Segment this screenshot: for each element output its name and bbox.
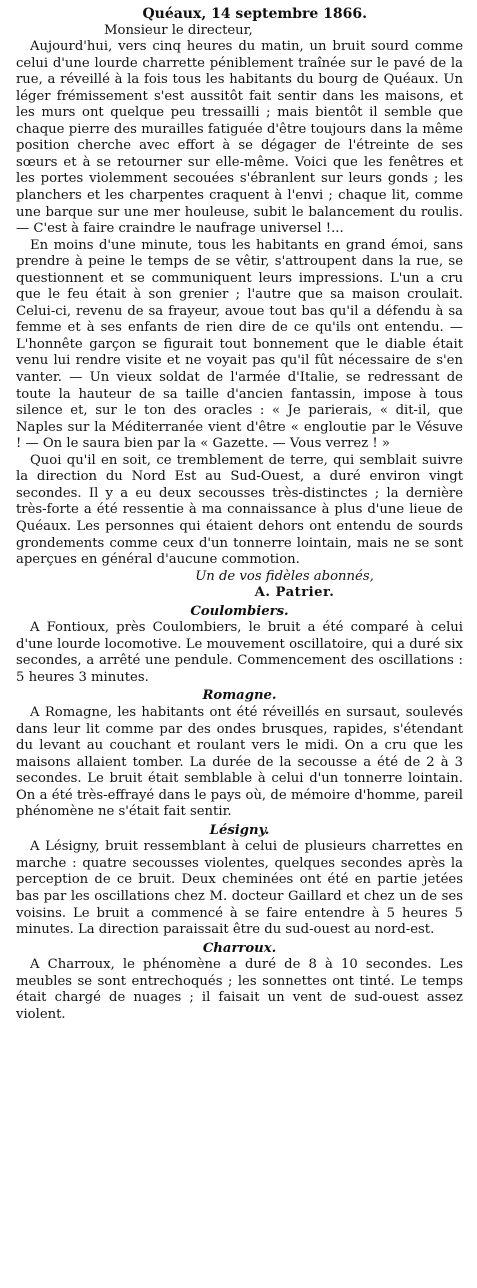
report-coulombiers (16, 604, 463, 687)
report-text: A Charroux, le phénomène a duré de 8 à 10 secondes. Les meubles se sont entrechoqués ; les sonnettes ont tinté. Le temps était chargé de nuages ; il faisait un vent de sud-ouest assez violent. (16, 957, 463, 1022)
author-signature: A. Patrier. (254, 585, 335, 601)
place-heading: Coulombiers. (190, 603, 289, 619)
report-text: A Romagne, les habitants ont été réveillés en sursaut, soulevés dans leur lit comme par des ondes brusques, rapides, s'étendant du levant au couchant et roulant vers le midi. On a cru que les maisons allaient tomber. La durée de la secousse a été de 2 à 3 secondes. Le bruit était semblable à celui d'un tonnerre lointain. On a été très-effrayé dans le pays où, de mémoire d'homme, pareil phénomène ne s'était fait sentir. (16, 704, 463, 820)
report-text: A Fontioux, près Coulombiers, le bruit a été comparé à celui d'une lourde locomotive. Le mouvement oscillatoire, qui a duré six secondes, a arrêté une pendule. Commencement des oscillations : 5 heures 3 minutes. (16, 620, 463, 685)
place-heading: Charroux. (202, 940, 277, 956)
report-charroux (16, 941, 463, 1024)
dateline: Quéaux, 14 septembre 1866. (142, 6, 367, 22)
salutation: Monsieur le directeur, (104, 22, 253, 38)
letter-paragraph-1: Aujourd'hui, vers cinq heures du matin, un bruit sourd comme celui d'une lourde charrette péniblement traînée sur le pavé de la rue, a réveillé à la fois tous les habitants du bourg de Quéaux. Un léger frémissement s'est aussitôt fait sentir dans les maisons, et les murs ont quelque peu tressailli ; mais bientôt il semble que chaque pierre des murailles fatiguée d'être toujours dans la même position cherche avec effort à se dégager de l'étreinte de ses sœurs et à se retourner sur elle-même. Voici que les fenêtres et les portes violemment secouées s'ébranlent sur leurs gonds ; les planchers et les charpentes craquent à l'envi ; chaque lit, comme une barque sur une mer houleuse, subit le balancement du roulis. — C'est à faire craindre le naufrage universel !... (16, 39, 463, 237)
place-heading: Lésigny. (209, 822, 270, 838)
letter-paragraph-2: En moins d'une minute, tous les habitants en grand émoi, sans prendre à peine le temps de se vêtir, s'attroupent dans la rue, se questionnent et se communiquent leurs impressions. L'un a cru que le feu était à son grenier ; l'autre que sa maison croulait. Celui-ci, revenu de sa frayeur, avoue tout bas qu'il a défendu à sa femme et à ses enfants de rien dire de ce qu'ils ont entendu. — L'honnête garçon se figurait tout bonnement que le diable était venu lui rendre visite et ne voyait pas qu'il fût nécessaire de s'en vanter. — Un vieux soldat de l'armée d'Italie, se redressant de toute la hauteur de sa taille d'ancien fantassin, impose à tous silence et, sur le ton des oracles : « Je parierais, « dit-il, que Naples sur la Méditerranée vient d'être « engloutie par le Vésuve ! — On le saura bien par la « Gazette. — Vous verrez ! » (16, 237, 463, 452)
closing-line: Un de vos fidèles abonnés, (195, 568, 374, 584)
letter-paragraph-3: Quoi qu'il en soit, ce tremblement de terre, qui semblait suivre la direction du Nord Est au Sud-Ouest, a duré environ vingt secondes. Il y a eu deux secousses très-distinctes ; la dernière très-forte a été ressentie à ma connaissance à plus d'une lieue de Quéaux. Les personnes qui étaient dehors ont entendu de sourds grondements comme ceux d'un tonnerre lointain, mais ne se sont aperçues en général d'aucune commotion. (16, 452, 463, 568)
report-lesigny (16, 823, 463, 939)
report-text: A Lésigny, bruit ressemblant à celui de plusieurs charrettes en marche : quatre secousses violentes, quelques secondes après la perception de ce bruit. Deux cheminées ont été en partie jetées bas par les oscillations chez M. docteur Gaillard et chez un de ses voisins. Le bruit a commencé à se faire entendre à 5 heures 5 minutes. La direction paraissait être du sud-ouest au nord-est. (16, 839, 463, 938)
place-heading: Romagne. (202, 688, 277, 704)
report-romagne (16, 688, 463, 820)
